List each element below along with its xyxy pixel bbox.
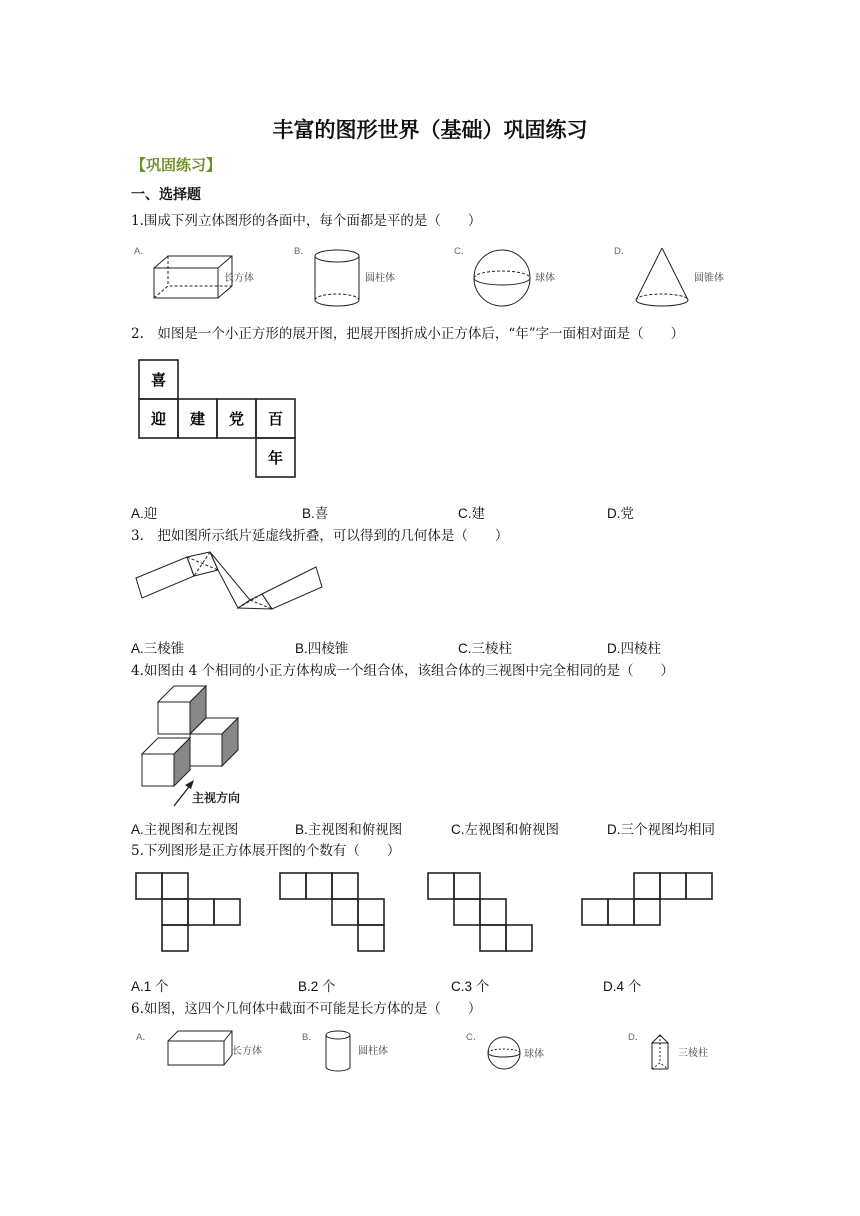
question-type-heading: 一、选择题 bbox=[131, 187, 201, 203]
view-direction-arrow bbox=[174, 780, 194, 806]
q4-option-d: D.三个视图均相同 bbox=[607, 822, 715, 837]
q1-label-d: 圆锥体 bbox=[694, 273, 724, 284]
question-3-folding-strip bbox=[132, 550, 327, 616]
q5-option-b: B.2 个 bbox=[298, 979, 336, 994]
q3-option-a: A.三棱锥 bbox=[131, 641, 185, 656]
triangular-prism-figure bbox=[652, 1035, 668, 1069]
q5-option-a: A.1 个 bbox=[131, 979, 169, 994]
q6-letter-d: D． bbox=[628, 1032, 645, 1043]
q2-option-b: B.喜 bbox=[302, 506, 329, 521]
q6-letter-a: A． bbox=[136, 1032, 152, 1043]
question-5-text: 5.下列图形是正方体展开图的个数有（ ） bbox=[131, 843, 401, 859]
section-heading: 【巩固练习】 bbox=[131, 156, 222, 174]
page-title: 丰富的图形世界（基础）巩固练习 bbox=[272, 117, 588, 142]
question-2-text: 2. 如图是一个小正方形的展开图，把展开图折成小正方体后，“年”字一面相对面是（ ） bbox=[131, 326, 685, 342]
q6-label-b: 圆柱体 bbox=[358, 1046, 388, 1057]
q3-option-c: C.三棱柱 bbox=[458, 641, 512, 656]
q1-label-c: 球体 bbox=[535, 273, 555, 284]
q2-option-c: C.建 bbox=[458, 506, 485, 521]
net-figure-2 bbox=[280, 873, 384, 951]
net-figure-1 bbox=[136, 873, 240, 951]
q1-label-b: 圆柱体 bbox=[365, 273, 395, 284]
q4-option-a: A.主视图和左视图 bbox=[131, 822, 239, 837]
net-cell-6: 年 bbox=[267, 449, 284, 467]
question-1-figures bbox=[128, 238, 738, 310]
net-cell-5: 百 bbox=[267, 410, 284, 428]
q5-option-c: C.3 个 bbox=[451, 979, 490, 994]
question-4-text: 4.如图由 4 个相同的小正方体构成一个组合体，该组合体的三视图中完全相同的是（ ） bbox=[131, 663, 675, 679]
question-5-nets bbox=[130, 869, 720, 955]
q2-option-a: A.迎 bbox=[131, 506, 158, 521]
question-6-figures bbox=[128, 1025, 728, 1077]
net-cell-2: 迎 bbox=[150, 410, 167, 428]
net-cell-1: 喜 bbox=[150, 371, 167, 389]
q4-option-b: B.主视图和俯视图 bbox=[295, 822, 403, 837]
q6-letter-b: B． bbox=[302, 1032, 318, 1043]
q6-label-d: 三棱柱 bbox=[678, 1048, 708, 1059]
net-cell-3: 建 bbox=[189, 410, 206, 428]
cuboid-figure bbox=[154, 256, 232, 298]
q1-letter-c: C． bbox=[454, 246, 471, 257]
cylinder-figure bbox=[326, 1031, 350, 1071]
q6-label-c: 球体 bbox=[524, 1049, 544, 1060]
q1-letter-d: D． bbox=[614, 246, 631, 257]
q4-option-c: C.左视图和俯视图 bbox=[451, 822, 559, 837]
question-3-text: 3. 把如图所示纸片延虚线折叠，可以得到的几何体是（ ） bbox=[131, 528, 509, 544]
q5-option-d: D.4 个 bbox=[603, 979, 642, 994]
cuboid-figure bbox=[168, 1031, 232, 1065]
cylinder-figure bbox=[315, 250, 359, 306]
net-figure-4 bbox=[582, 873, 712, 925]
question-4-cube-stack bbox=[138, 682, 258, 812]
q1-letter-a: A． bbox=[134, 246, 150, 257]
q2-option-d: D.党 bbox=[607, 506, 634, 521]
net-figure-3 bbox=[428, 873, 532, 951]
cone-figure bbox=[636, 248, 688, 306]
sphere-figure bbox=[474, 250, 530, 306]
sphere-figure bbox=[488, 1037, 520, 1069]
net-cell-4: 党 bbox=[228, 410, 245, 428]
view-direction-label: 主视方向 bbox=[192, 791, 241, 805]
q1-letter-b: B． bbox=[294, 246, 310, 257]
question-2-cube-net bbox=[136, 357, 302, 481]
q3-option-d: D.四棱柱 bbox=[607, 641, 661, 656]
q1-label-a: 长方体 bbox=[224, 273, 254, 284]
question-1-text: 1.围成下列立体图形的各面中，每个面都是平的是（ ） bbox=[131, 213, 482, 229]
q6-letter-c: C． bbox=[466, 1032, 483, 1043]
q3-option-b: B.四棱锥 bbox=[295, 641, 349, 656]
question-6-text: 6.如图，这四个几何体中截面不可能是长方体的是（ ） bbox=[131, 1001, 482, 1017]
q6-label-a: 长方体 bbox=[232, 1046, 262, 1057]
